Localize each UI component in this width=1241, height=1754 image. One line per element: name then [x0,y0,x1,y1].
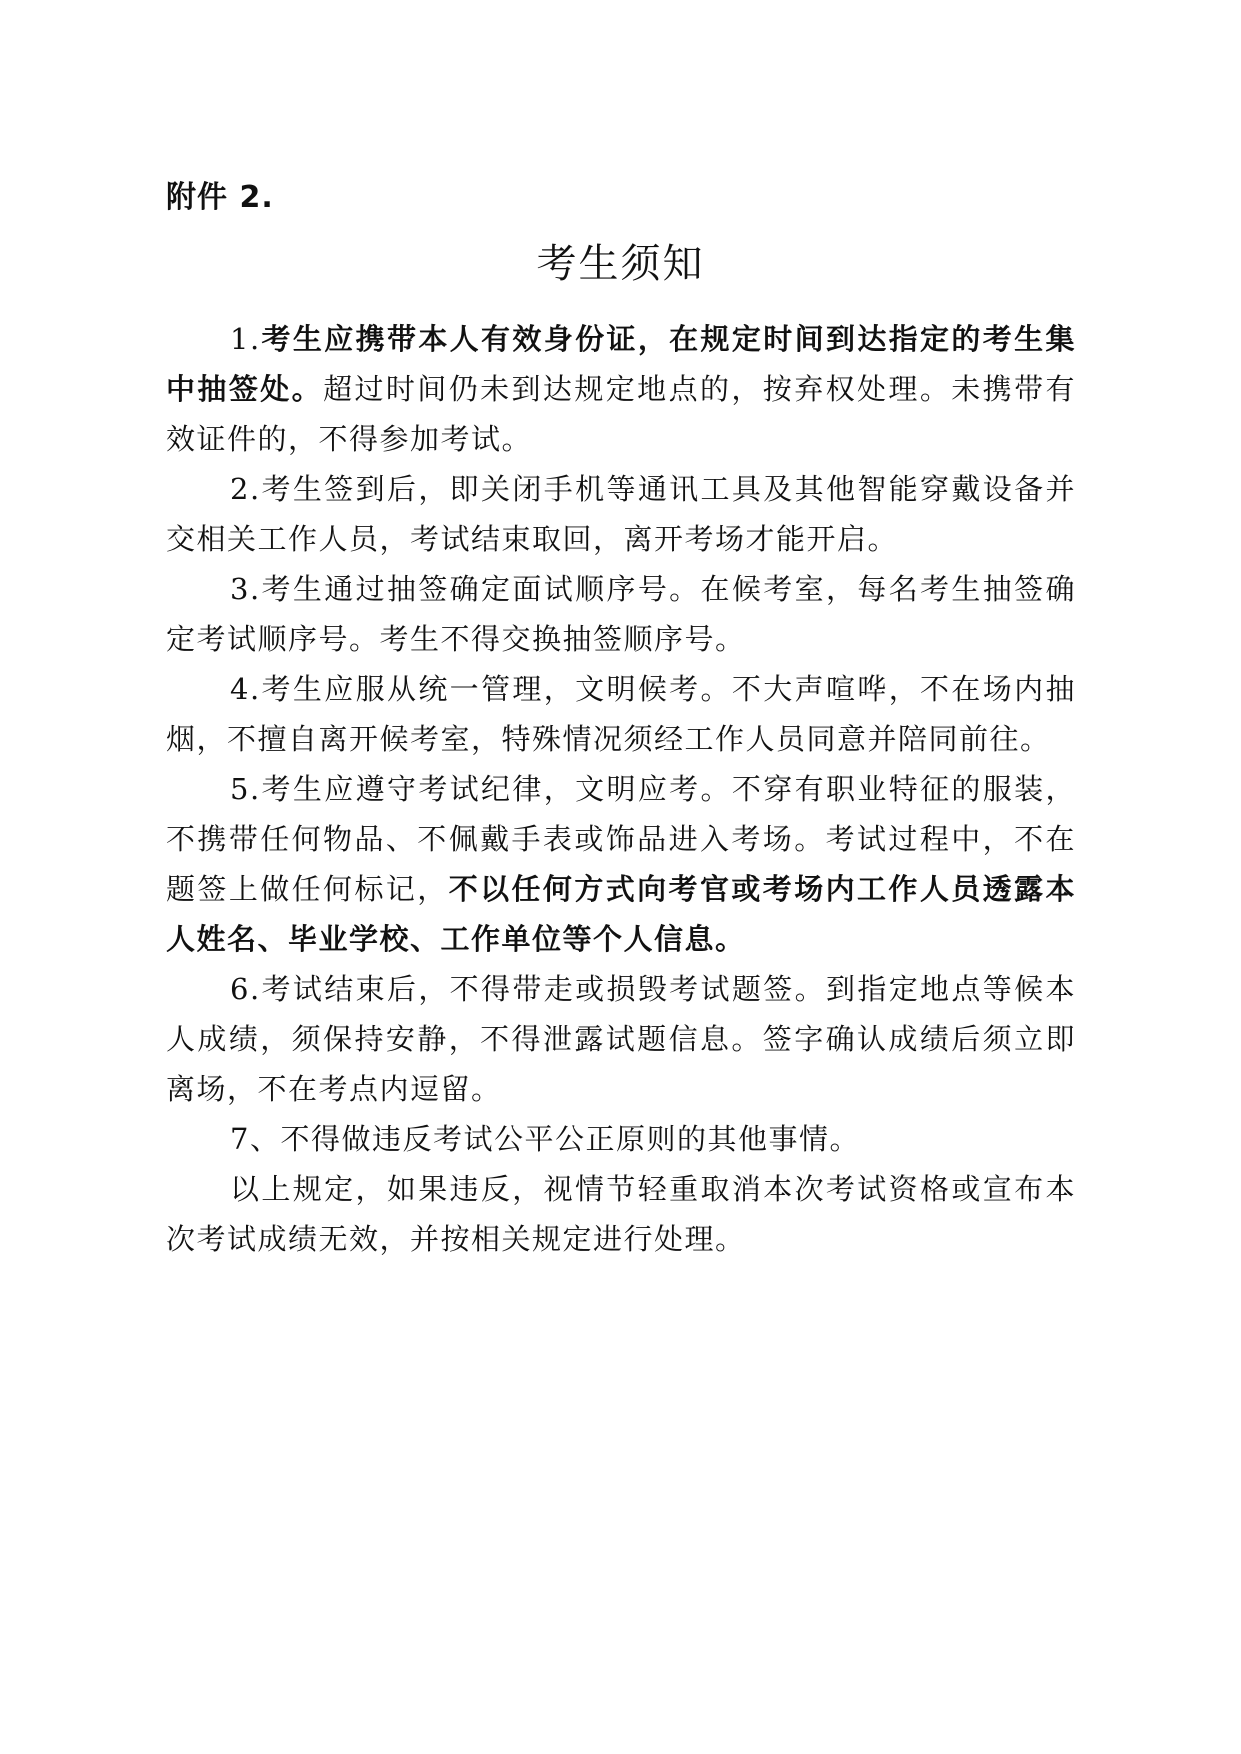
rule-number: 4. [230,672,261,706]
rule-text: 考生应服从统一管理，文明候考。不大声喧哗，不在场内抽烟，不擅自离开候考室，特殊情况须经工作人员同意并陪同前往。 [166,672,1076,756]
rule-bold-text: 考生应携带本人有效身份证，在规定时间到达指定的考生集中抽签处。 [166,322,1076,406]
rule-text: 不得做违反考试公平公正原则的其他事情。 [280,1122,860,1156]
rule-text: 考生应遵守考试纪律，文明应考。不穿有职业特征的服装，不携带任何物品、不佩戴手表或饰品进入考场。考试过程中，不在题签上做任何标记， [166,772,1076,906]
rule-number: 7、 [230,1122,281,1156]
rule-paragraph-7 [166,1114,1076,1164]
rule-number: 1. [230,322,261,356]
attachment-label: 附件 2. [166,180,274,215]
rule-number: 3. [230,572,261,606]
rule-text: 考生通过抽签确定面试顺序号。在候考室，每名考生抽签确定考试顺序号。考生不得交换抽签顺序号。 [166,572,1076,656]
rule-paragraph-2 [166,464,1076,564]
rule-number: 5. [230,772,261,806]
closing-paragraph [166,1164,1076,1264]
document-body [166,314,1076,1264]
rule-paragraph-6 [166,964,1076,1114]
rule-text: 超过时间仍未到达规定地点的，按弃权处理。未携带有效证件的，不得参加考试。 [166,372,1076,456]
rule-paragraph-1 [166,314,1076,464]
rule-paragraph-4 [166,664,1076,764]
page-title: 考生须知 [536,241,705,287]
rule-bold-text: 不以任何方式向考官或考场内工作人员透露本人姓名、毕业学校、工作单位等个人信息。 [166,872,1076,956]
rule-paragraph-3 [166,564,1076,664]
rule-text: 考生签到后，即关闭手机等通讯工具及其他智能穿戴设备并交相关工作人员，考试结束取回，离开考场才能开启。 [166,472,1076,556]
rule-text: 考试结束后，不得带走或损毁考试题签。到指定地点等候本人成绩，须保持安静，不得泄露试题信息。签字确认成绩后须立即离场，不在考点内逗留。 [166,972,1076,1106]
rule-number: 6. [230,972,261,1006]
rule-paragraph-5 [166,764,1076,964]
closing-text: 以上规定，如果违反，视情节轻重取消本次考试资格或宣布本次考试成绩无效，并按相关规定进行处理。 [166,1172,1076,1256]
rule-number: 2. [230,472,261,506]
